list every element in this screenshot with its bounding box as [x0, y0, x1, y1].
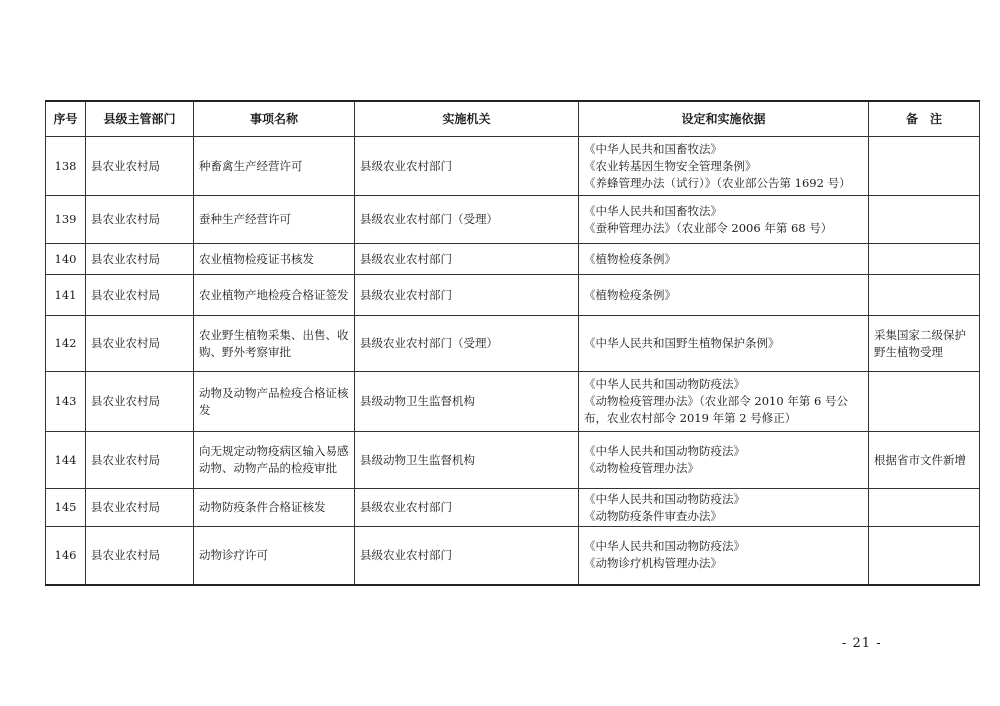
table-row [46, 137, 980, 196]
table-row [46, 372, 980, 432]
cell-dept: 县农业农村局 [86, 196, 194, 244]
cell-basis [579, 244, 869, 275]
cell-dept: 县农业农村局 [86, 527, 194, 585]
table-row [46, 527, 980, 585]
cell-seq: 144 [46, 432, 86, 489]
cell-agency: 县级动物卫生监督机构 [355, 372, 579, 432]
table-row [46, 316, 980, 372]
cell-agency: 县级动物卫生监督机构 [355, 432, 579, 489]
basis-line: 《中华人民共和国动物防疫法》 [584, 377, 745, 391]
cell-seq: 139 [46, 196, 86, 244]
cell-remark: 根据省市文件新增 [869, 432, 980, 489]
cell-seq: 141 [46, 275, 86, 316]
cell-dept: 县农业农村局 [86, 432, 194, 489]
cell-seq: 146 [46, 527, 86, 585]
cell-basis [579, 275, 869, 316]
cell-remark [869, 137, 980, 196]
cell-dept: 县农业农村局 [86, 372, 194, 432]
cell-seq: 143 [46, 372, 86, 432]
basis-line: 《中华人民共和国动物防疫法》 [584, 539, 745, 554]
cell-remark [869, 244, 980, 275]
basis-line: 《农业转基因生物安全管理条例》 [584, 158, 757, 173]
basis-line: 《中华人民共和国畜牧法》 [584, 141, 722, 156]
header-item: 事项名称 [194, 101, 355, 137]
page-number: - 21 - [842, 636, 882, 651]
header-remark: 备 注 [869, 101, 980, 137]
basis-line: 布，农业农村部令 2019 年第 2 号修正） [584, 411, 797, 425]
cell-item: 种畜禽生产经营许可 [194, 137, 355, 196]
cell-dept: 县农业农村局 [86, 316, 194, 372]
cell-basis [579, 316, 869, 372]
cell-agency: 县级农业农村部门（受理） [355, 316, 579, 372]
basis-line: 《动物检疫管理办法》 [584, 461, 699, 475]
table-row [46, 196, 980, 244]
basis-line: 《中华人民共和国动物防疫法》 [584, 444, 745, 458]
basis-line: 《中华人民共和国畜牧法》 [584, 203, 722, 218]
cell-basis [579, 432, 869, 489]
basis-line: 《中华人民共和国野生植物保护条例》 [584, 336, 780, 350]
cell-remark: 采集国家二级保护野生植物受理 [869, 316, 980, 372]
cell-seq: 145 [46, 489, 86, 527]
cell-dept: 县农业农村局 [86, 275, 194, 316]
basis-line: 《植物检疫条例》 [584, 287, 676, 302]
table-row [46, 489, 980, 527]
cell-seq: 140 [46, 244, 86, 275]
cell-basis [579, 372, 869, 432]
table-row [46, 432, 980, 489]
cell-agency: 县级农业农村部门 [355, 527, 579, 585]
cell-basis [579, 527, 869, 585]
basis-line: 《养蜂管理办法（试行）》（农业部公告第 1692 号） [584, 175, 851, 190]
table-row [46, 244, 980, 275]
table-row [46, 275, 980, 316]
header-dept: 县级主管部门 [86, 101, 194, 137]
cell-seq: 138 [46, 137, 86, 196]
cell-basis [579, 137, 869, 196]
cell-item: 农业植物检疫证书核发 [194, 244, 355, 275]
cell-item: 农业野生植物采集、出售、收购、野外考察审批 [194, 316, 355, 372]
basis-line: 《蚕种管理办法》（农业部令 2006 年第 68 号） [584, 220, 833, 235]
header-basis: 设定和实施依据 [579, 101, 869, 137]
cell-remark [869, 196, 980, 244]
cell-agency: 县级农业农村部门 [355, 137, 579, 196]
cell-remark [869, 527, 980, 585]
basis-line: 《动物防疫条件审查办法》 [584, 508, 722, 523]
cell-dept: 县农业农村局 [86, 137, 194, 196]
cell-item: 动物及动物产品检疫合格证核发 [194, 372, 355, 432]
header-agency: 实施机关 [355, 101, 579, 137]
cell-dept: 县农业农村局 [86, 489, 194, 527]
cell-item: 动物防疫条件合格证核发 [194, 489, 355, 527]
table-header-row [46, 101, 980, 137]
cell-remark [869, 275, 980, 316]
basis-line: 《植物检疫条例》 [584, 251, 676, 266]
cell-basis [579, 196, 869, 244]
basis-line: 《动物检疫管理办法》（农业部令 2010 年第 6 号公 [584, 394, 848, 408]
cell-item: 蚕种生产经营许可 [194, 196, 355, 244]
cell-agency: 县级农业农村部门 [355, 275, 579, 316]
cell-agency: 县级农业农村部门（受理） [355, 196, 579, 244]
cell-basis [579, 489, 869, 527]
basis-line: 《中华人民共和国动物防疫法》 [584, 491, 745, 506]
licensing-items-table [45, 100, 980, 586]
cell-item: 向无规定动物疫病区输入易感动物、动物产品的检疫审批 [194, 432, 355, 489]
cell-remark [869, 372, 980, 432]
header-seq: 序号 [46, 101, 86, 137]
cell-agency: 县级农业农村部门 [355, 244, 579, 275]
cell-seq: 142 [46, 316, 86, 372]
cell-remark [869, 489, 980, 527]
cell-item: 农业植物产地检疫合格证签发 [194, 275, 355, 316]
basis-line: 《动物诊疗机构管理办法》 [584, 556, 722, 571]
cell-dept: 县农业农村局 [86, 244, 194, 275]
cell-item: 动物诊疗许可 [194, 527, 355, 585]
cell-agency: 县级农业农村部门 [355, 489, 579, 527]
